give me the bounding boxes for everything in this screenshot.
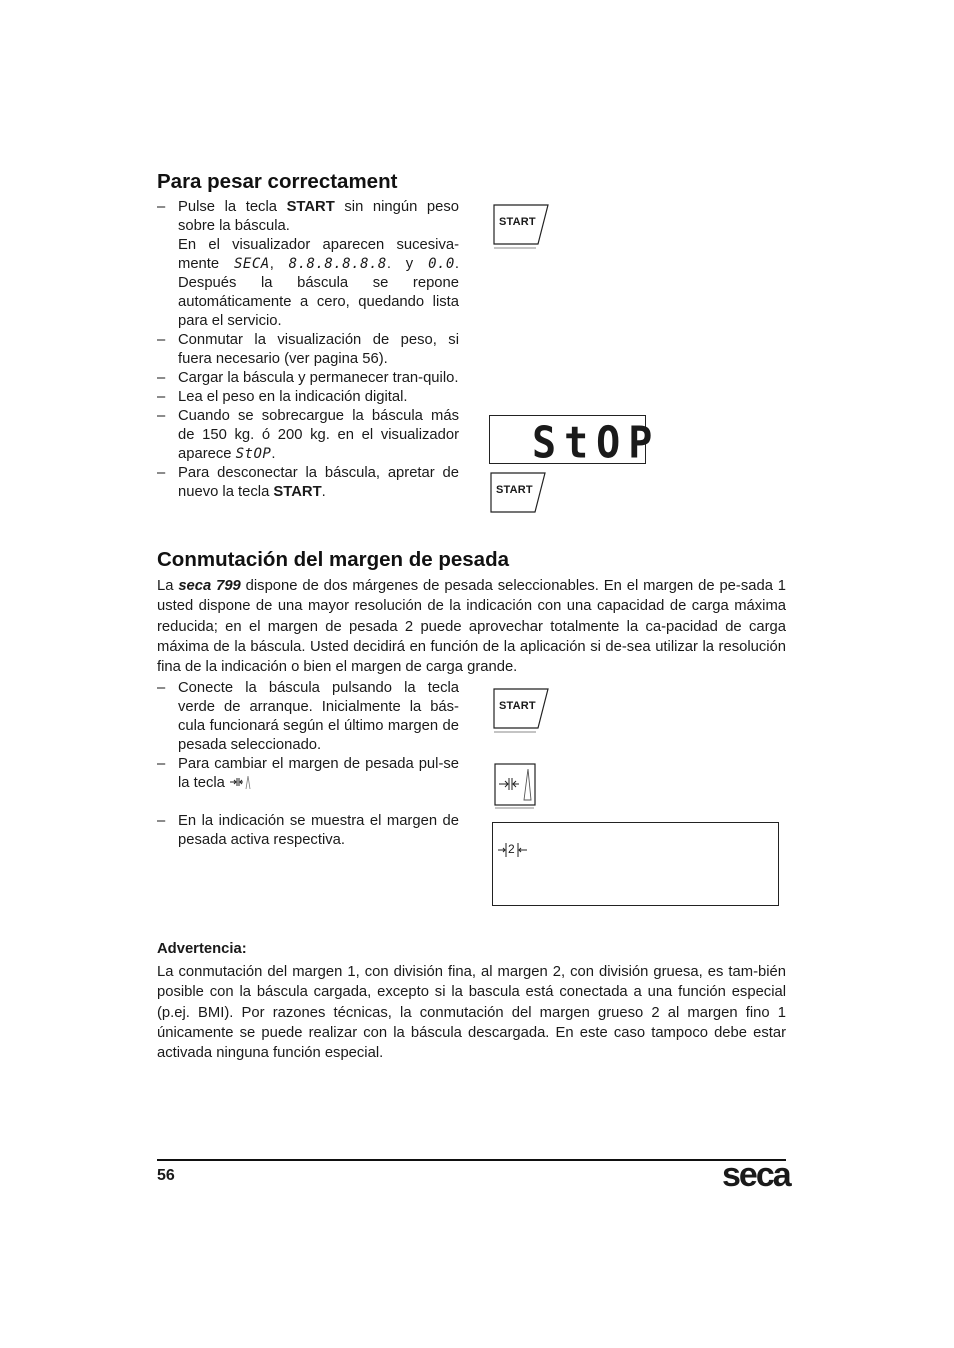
section-title-range-switch: Conmutación del margen de pesada xyxy=(157,548,509,571)
list-item: – Para cambiar el margen de pesada pul-se la tecla xyxy=(157,755,459,793)
footer-divider xyxy=(157,1159,786,1161)
section-title-weighing: Para pesar correctament xyxy=(157,170,398,193)
seca-logo: seca xyxy=(722,1156,790,1194)
page-number: 56 xyxy=(157,1167,175,1184)
start-key-icon xyxy=(493,688,553,736)
list-item: – En la indicación se muestra el margen de pesada activa respectiva. xyxy=(157,812,459,850)
stop-display xyxy=(489,415,661,469)
segment-text-test: 8.8.8.8.8.8 xyxy=(288,256,387,272)
list-item: – Conecte la báscula pulsando la tecla verde de arranque. Inicialmente la bás-cula funcionará según el último margen de pesada seleccionado. xyxy=(157,679,459,755)
warning-text: La conmutación del margen 1, con división fina, al margen 2, con división gruesa, es tam-bién posible con la báscula cargada, excepto si la bascula está conectada a una función especial (p.ej. BMI). Por razones técnicas, la conmutación del margen grueso 2 al margen fino 1 únicamente se puede realizar con la báscula descargada. En este caso tampoco debe estar activada ninguna función especial. xyxy=(157,964,786,1062)
weighing-instructions xyxy=(157,198,459,502)
segment-text-zero: 0.0 xyxy=(428,256,455,272)
segment-text-stop: StOP xyxy=(235,446,272,462)
list-item: – Lea el peso en la indicación digital. xyxy=(157,388,459,407)
range-number: 2 xyxy=(508,842,515,856)
start-key-illustration: START xyxy=(493,688,549,728)
list-item: – Cargar la báscula y permanecer tran-quilo. xyxy=(157,369,459,388)
list-item: – Para desconectar la báscula, apretar de nuevo la tecla START. xyxy=(157,464,459,502)
range-intro-paragraph: La seca 799 dispone de dos márgenes de pesada seleccionables. En el margen de pe-sada 1 usted dispone de una mayor resolución de la indicación con una capacidad de carga máxima reducida; en el margen de pesada 2 puede aprovechar totalmente la ca-pacidad de carga máxima de la báscula. Usted decidirá en función de la aplicación si de-sea utilizar la resolución fina de la indicación o bien el margen de carga grande. xyxy=(157,578,787,676)
start-key-icon xyxy=(493,204,553,252)
start-key-illustration: START xyxy=(493,204,549,244)
range-instructions xyxy=(157,679,459,850)
start-key-illustration: START xyxy=(490,472,546,512)
segment-text-seca: SECA xyxy=(233,256,270,272)
range-key-icon xyxy=(494,763,540,811)
warning-title: Advertencia: xyxy=(157,941,247,957)
range-key-inline-icon xyxy=(229,774,251,790)
list-item: – Pulse la tecla START sin ningún peso sobre la báscula. En el visualizador aparecen sucesiva-mente SECA, 8.8.8.8.8.8. y 0.0. Después la báscula se repone automáticamente a cero, quedando lista para el servicio. xyxy=(157,198,459,331)
range-display xyxy=(492,822,779,906)
stop-display-text: StOP xyxy=(532,418,661,469)
list-item: – Cuando se sobrecargue la báscula más de 150 kg. ó 200 kg. en el visualizador aparece StOP. xyxy=(157,407,459,464)
list-item: – Conmutar la visualización de peso, si fuera necesario (ver pagina 56). xyxy=(157,331,459,369)
range-key-illustration xyxy=(494,763,538,809)
